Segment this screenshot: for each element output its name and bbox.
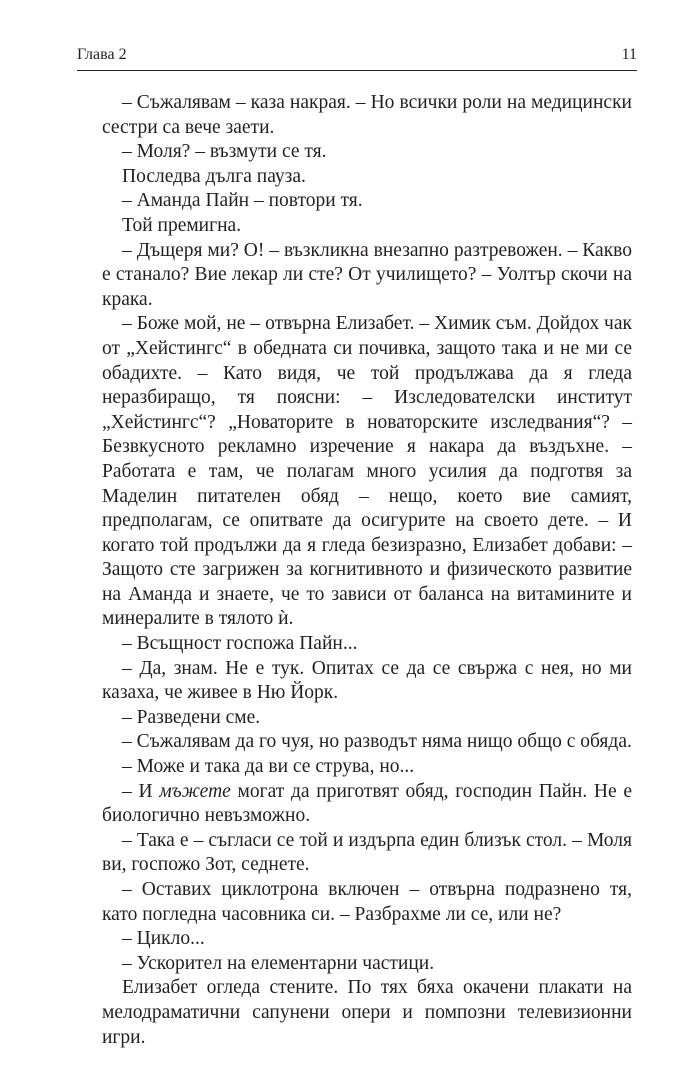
paragraph: – Ускорител на елементарни частици. [122, 952, 435, 974]
paragraph: Елизабет огледа стените. По тях бяха окачени плакати на мелодраматични сапунени опери и помпозни телевизионни игри. [102, 977, 632, 1048]
paragraph: – Моля? – възмути се тя. [122, 141, 327, 163]
page-number: 11 [621, 46, 637, 63]
paragraph: Той премигна. [122, 214, 242, 236]
paragraph: – Цикло... [122, 928, 205, 950]
paragraph: Последва дълга пауза. [122, 165, 306, 187]
paragraph: – Дъщеря ми? О! – възкликна внезапно разтревожен. – Какво е станало? Вие лекар ли сте? От училището? – Уолтър скочи на крака. [102, 239, 632, 310]
chapter-title: Глава 2 [77, 46, 127, 63]
paragraph: – Боже мой, не – отвърна Елизабет. – Химик съм. Дойдох чак от „Хейстингс“ в обедната си почивка, защото така и не ми се обадихте. – Като видя, че той продължава да я гледа неразбиращо, тя поясни: – Изследователски институт „Хейстингс“? „Новаторите в новаторските изследвания“? – Безвкусното рекламно изречение я накара да въздъхне. – Работата е там, че полагам много усилия да подготвя за Маделин питателен обяд – нещо, което вие самият, предполагам, се опитвате да осигурите на своето дете. – И когато той продължи да я гледа безизразно, Елизабет добави: – Защото сте загрижен за когнитивното и физическото развитие на Аманда и знаете, че то зависи от баланса на витамините и минералите в тялото ѝ. [102, 313, 632, 630]
paragraph: – Съжалявам – каза накрая. – Но всички роли на медицински сестри са вече заети. [102, 92, 632, 138]
paragraph: – Съжалявам да го чуя, но разводът няма нищо общо с обяда. [122, 731, 632, 753]
emphasized-word: мъжете [159, 780, 231, 802]
paragraph: – Всъщност госпожа Пайн... [122, 633, 358, 655]
body-text [102, 91, 632, 1050]
paragraph-with-emphasis [102, 780, 632, 829]
text-run: могат да приготвят обяд, господин Пайн. Не е биологично невъзможно. [102, 780, 632, 827]
text-run: – И [122, 780, 160, 802]
paragraph: – Може и така да ви се струва, но... [122, 756, 415, 778]
running-header [77, 44, 637, 71]
paragraph: – Разведени сме. [122, 706, 261, 728]
paragraph: – Аманда Пайн – повтори тя. [122, 190, 363, 212]
paragraph: – Да, знам. Не е тук. Опитах се да се свържа с нея, но ми казаха, че живее в Ню Йорк. [102, 657, 632, 704]
paragraph: – Оставих циклотрона включен – отвърна подразнено тя, като погледна часовника си. – Разбрахме ли се, или не? [102, 879, 632, 925]
paragraph: – Така е – съгласи се той и издърпа един близък стол. – Моля ви, госпожо Зот, седнете. [102, 829, 632, 876]
